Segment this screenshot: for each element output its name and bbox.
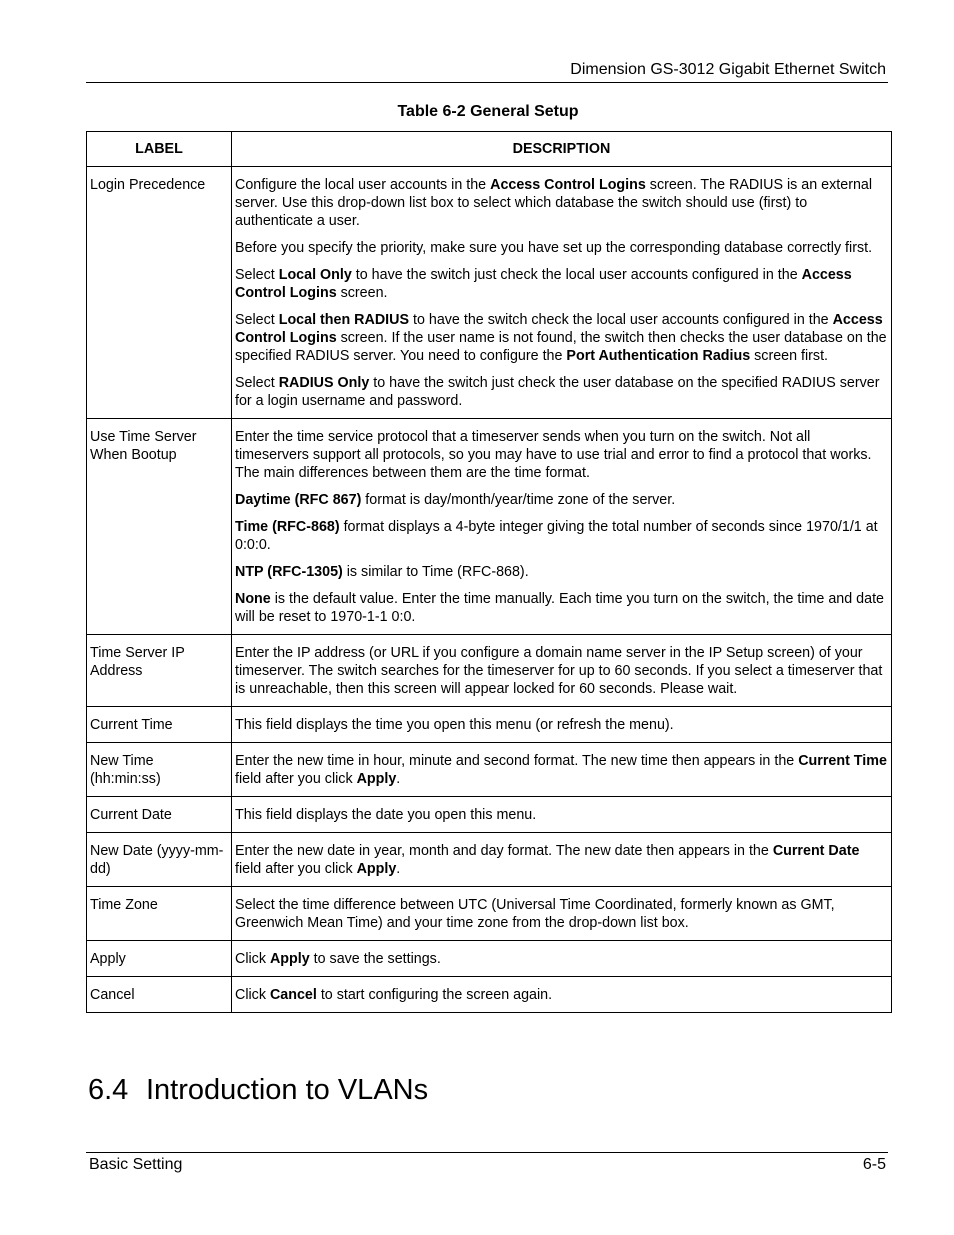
text-run: Configure the local user accounts in the: [235, 177, 491, 193]
text-run: Select the time difference between UTC (Universal Time Coordinated, formerly known as GMT, Greenwich Mean Time) and your time zone from the drop-down list box.: [235, 897, 835, 931]
text-run: Before you specify the priority, make sure you have set up the corresponding database correctly first.: [235, 240, 873, 256]
bold-term: Apply: [356, 771, 397, 787]
text-run: This field displays the date you open this menu.: [235, 807, 537, 823]
bold-term: Local Only: [278, 267, 352, 283]
text-run: field after you click: [235, 771, 357, 787]
table-caption: Table 6-2 General Setup: [397, 103, 579, 120]
description-paragraph: [235, 428, 887, 482]
table-body: [87, 167, 892, 1013]
section-heading: [88, 1070, 428, 1110]
bold-term: Port Authentication Radius: [566, 348, 751, 364]
text-run: to have the switch just check the local user accounts configured in the: [351, 267, 802, 283]
description-paragraph: [235, 806, 887, 824]
text-run: format is day/month/year/time zone of the server.: [361, 492, 676, 508]
table-row: [87, 707, 892, 743]
row-description: [232, 707, 892, 743]
text-run: Enter the new time in hour, minute and second format. The new time then appears in the: [235, 753, 799, 769]
row-label: Time Zone: [87, 887, 232, 941]
text-run: Select: [235, 312, 279, 328]
bold-term: Cancel: [269, 987, 317, 1003]
column-header-label: LABEL: [87, 132, 232, 167]
section-number: 6.4: [88, 1074, 129, 1106]
bold-term: Apply: [356, 861, 397, 877]
text-run: to have the switch check the local user accounts configured in the: [409, 312, 833, 328]
text-run: Select: [235, 267, 279, 283]
text-run: to start configuring the screen again.: [316, 987, 553, 1003]
description-paragraph: [235, 590, 887, 626]
table-row: [87, 833, 892, 887]
row-label: New Time (hh:min:ss): [87, 743, 232, 797]
header-title: Dimension GS-3012 Gigabit Ethernet Switch: [570, 61, 886, 78]
row-label: Current Date: [87, 797, 232, 833]
row-description: [232, 419, 892, 635]
bold-term: Current Date: [772, 843, 860, 859]
bold-term: None: [235, 591, 271, 607]
description-paragraph: [235, 266, 887, 302]
general-setup-table: [86, 131, 892, 1013]
row-description: [232, 887, 892, 941]
text-run: screen first.: [750, 348, 829, 364]
bold-term: RADIUS Only: [278, 375, 370, 391]
bold-term: Access Control Logins: [235, 312, 883, 346]
row-label: New Date (yyyy-mm-dd): [87, 833, 232, 887]
table-row: [87, 797, 892, 833]
footer-chapter: Basic Setting: [89, 1156, 183, 1173]
text-run: is the default value. Enter the time manually. Each time you turn on the switch, the time and date will be reset to 1970-1-1 0:0.: [235, 591, 884, 625]
table-row: [87, 941, 892, 977]
row-label: Apply: [87, 941, 232, 977]
text-run: to have the switch just check the user database on the specified RADIUS server for a login username and password.: [235, 375, 880, 409]
description-paragraph: [235, 311, 887, 365]
description-paragraph: [235, 176, 887, 230]
description-paragraph: [235, 842, 887, 878]
bold-term: Time (RFC-868): [235, 519, 340, 535]
description-paragraph: [235, 239, 887, 257]
bold-term: Access Control Logins: [235, 267, 852, 301]
text-run: .: [396, 771, 401, 787]
description-paragraph: [235, 986, 887, 1004]
description-paragraph: [235, 752, 887, 788]
text-run: Enter the IP address (or URL if you configure a domain name server in the IP Setup screen) of your timeserver. The switch searches for the timeserver for up to 60 seconds. If you select a timeserver that is unreachable, then this screen will appear locked for 60 seconds. Please wait.: [235, 645, 883, 697]
table-row: [87, 419, 892, 635]
description-paragraph: [235, 563, 887, 581]
row-description: [232, 941, 892, 977]
column-header-description: DESCRIPTION: [232, 132, 892, 167]
description-paragraph: [235, 518, 887, 554]
table-row: [87, 887, 892, 941]
row-label: Current Time: [87, 707, 232, 743]
running-footer: [86, 1152, 888, 1179]
bold-term: Apply: [269, 951, 310, 967]
bold-term: Local then RADIUS: [278, 312, 409, 328]
bold-term: Access Control Logins: [490, 177, 646, 193]
row-description: [232, 167, 892, 419]
table-row: [87, 635, 892, 707]
row-label: Login Precedence: [87, 167, 232, 419]
description-paragraph: [235, 491, 887, 509]
text-run: Enter the time service protocol that a timeserver sends when you turn on the switch. Not all timeservers support all protocols, so you may have to use trial and error to find a protocol that works. The main differences between them are the time format.: [235, 429, 872, 481]
text-run: This field displays the time you open this menu (or refresh the menu).: [235, 717, 674, 733]
row-description: [232, 797, 892, 833]
description-paragraph: [235, 950, 887, 968]
bold-term: Daytime (RFC 867): [235, 492, 362, 508]
text-run: is similar to Time (RFC-868).: [342, 564, 529, 580]
description-paragraph: [235, 644, 887, 698]
table-header-row: [87, 132, 892, 167]
description-paragraph: [235, 896, 887, 932]
bold-term: Current Time: [798, 753, 887, 769]
text-run: Select: [235, 375, 279, 391]
text-run: screen.: [336, 285, 388, 301]
text-run: format displays a 4-byte integer giving the total number of seconds since 1970/1/1 at 0:0:0.: [235, 519, 878, 553]
section-title: Introduction to VLANs: [146, 1074, 429, 1106]
text-run: Enter the new date in year, month and day format. The new date then appears in the: [235, 843, 773, 859]
text-run: field after you click: [235, 861, 357, 877]
row-description: [232, 743, 892, 797]
row-description: [232, 977, 892, 1013]
description-paragraph: [235, 374, 887, 410]
row-description: [232, 635, 892, 707]
text-run: Click: [235, 951, 270, 967]
table-row: [87, 167, 892, 419]
row-label: Use Time Server When Bootup: [87, 419, 232, 635]
table-row: [87, 743, 892, 797]
table-row: [87, 977, 892, 1013]
description-paragraph: [235, 716, 887, 734]
text-run: Click: [235, 987, 270, 1003]
text-run: .: [396, 861, 401, 877]
row-description: [232, 833, 892, 887]
row-label: Cancel: [87, 977, 232, 1013]
running-header: [86, 60, 888, 83]
text-run: to save the settings.: [309, 951, 441, 967]
text-run: screen. If the user name is not found, the switch then checks the user database on the specified RADIUS server. You need to configure the: [235, 330, 887, 364]
text-run: screen. The RADIUS is an external server. Use this drop-down list box to select which database the switch should use (first) to authenticate a user.: [235, 177, 873, 229]
bold-term: NTP (RFC-1305): [235, 564, 343, 580]
row-label: Time Server IP Address: [87, 635, 232, 707]
page-number: 6-5: [862, 1156, 886, 1173]
